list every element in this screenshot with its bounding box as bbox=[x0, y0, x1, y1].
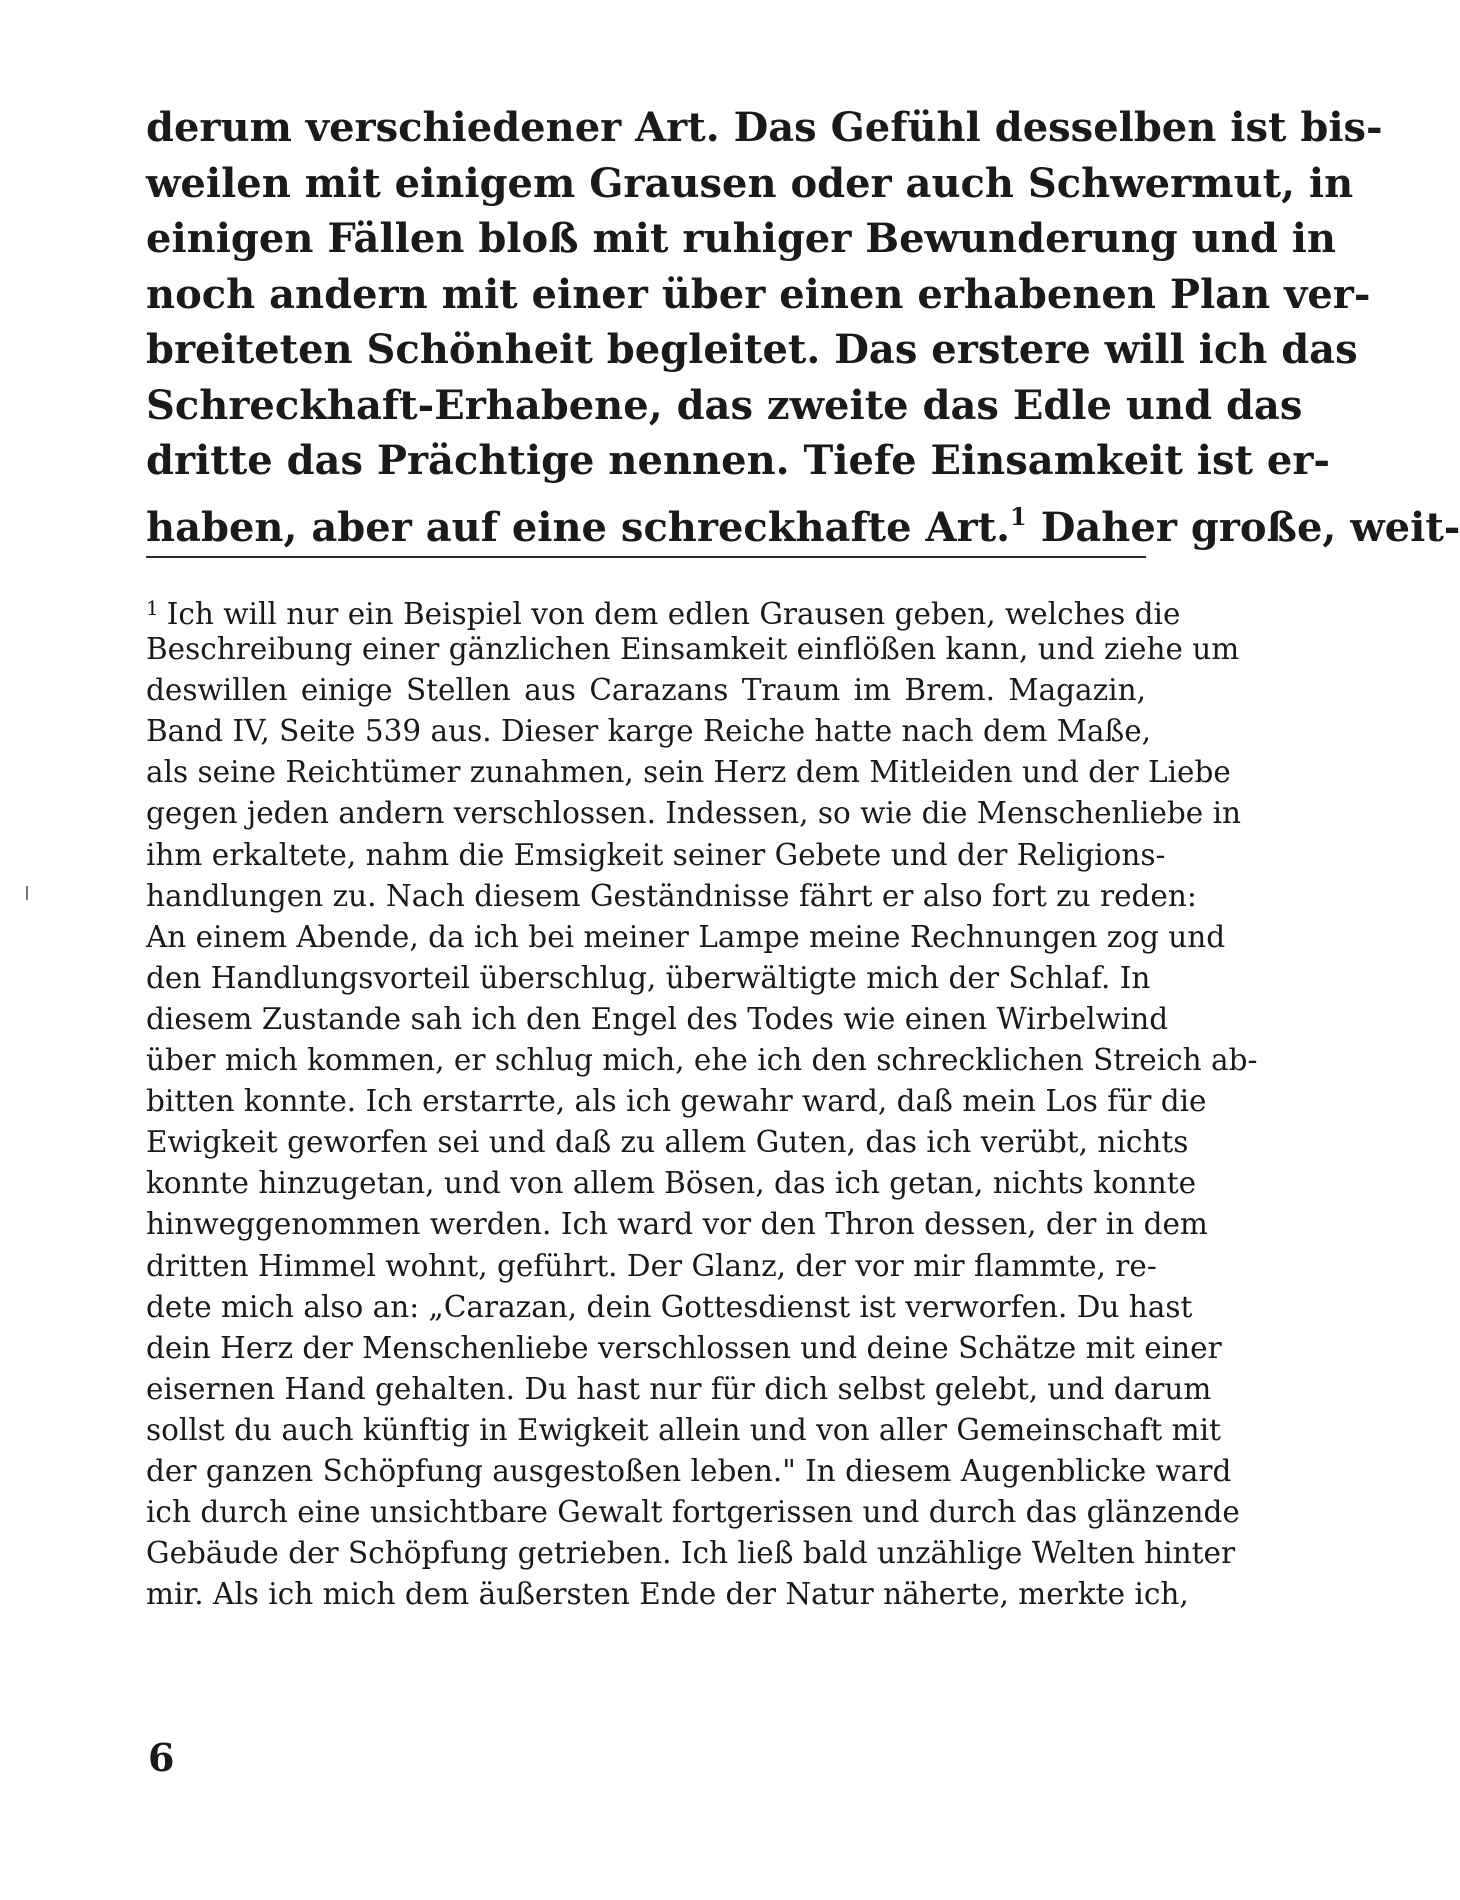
footnote-line: eisernen Hand gehalten. Du hast nur für dich selbst gelebt, und darum bbox=[146, 1371, 1212, 1406]
footnote-line: gegen jeden andern verschlossen. Indessen, so wie die Menschenliebe in bbox=[146, 796, 1242, 831]
main-line: breiteten Schönheit begleitet. Das erstere will ich das bbox=[146, 326, 1358, 373]
footnote-line: deswillen einige Stellen aus Carazans Traum im Brem. Magazin, bbox=[146, 673, 1146, 708]
footnote-line: ihm erkaltete, nahm die Emsigkeit seiner Gebete und der Religions- bbox=[146, 837, 1166, 872]
footnote-line: Gebäude der Schöpfung getrieben. Ich ließ bald unzählige Welten hinter bbox=[146, 1536, 1236, 1571]
footnote-line: dein Herz der Menschenliebe verschlossen und deine Schätze mit einer bbox=[146, 1330, 1222, 1365]
footnote-line: sollst du auch künftig in Ewigkeit allein und von aller Gemeinschaft mit bbox=[146, 1412, 1221, 1447]
footnote-marker: 1 bbox=[146, 596, 159, 620]
footnote-line: Ewigkeit geworfen sei und daß zu allem Guten, das ich verübt, nichts bbox=[146, 1125, 1189, 1160]
footnote-line: konnte hinzugetan, und von allem Bösen, das ich getan, nichts konnte bbox=[146, 1166, 1197, 1201]
footnote-reference[interactable]: 1 bbox=[1010, 501, 1027, 531]
footnote-line: dete mich also an: „Carazan, dein Gottesdienst ist verworfen. Du hast bbox=[146, 1289, 1193, 1324]
main-line: Schreckhaft-Erhabene, das zweite das Edle und das bbox=[146, 381, 1303, 429]
footnote-line: den Handlungsvorteil überschlug, überwältigte mich der Schlaf. In bbox=[146, 960, 1151, 995]
main-line-text: haben, aber auf eine schreckhafte Art. bbox=[146, 503, 1011, 551]
footnote-divider bbox=[146, 556, 1146, 558]
footnote-line: dritten Himmel wohnt, geführt. Der Glanz, der vor mir flammte, re- bbox=[146, 1248, 1157, 1283]
main-line: dritte das Prächtige nennen. Tiefe Einsamkeit ist er- bbox=[146, 437, 1331, 484]
margin-mark bbox=[26, 886, 28, 900]
footnote-line: Beschreibung einer gänzlichen Einsamkeit einflößen kann, und ziehe um bbox=[146, 632, 1240, 667]
footnote-line-text: Ich will nur ein Beispiel von dem edlen Grausen geben, welches die bbox=[166, 597, 1181, 631]
main-body-text bbox=[146, 100, 1460, 551]
page-number: 6 bbox=[148, 1735, 175, 1780]
footnote-line: An einem Abende, da ich bei meiner Lampe meine Rechnungen zog und bbox=[146, 919, 1226, 954]
footnote-line: mir. Als ich mich dem äußersten Ende der Natur näherte, merkte ich, bbox=[146, 1577, 1189, 1612]
footnote-line: handlungen zu. Nach diesem Geständnisse fährt er also fort zu reden: bbox=[146, 878, 1197, 913]
main-line: einigen Fällen bloß mit ruhiger Bewunderung und in bbox=[146, 215, 1336, 262]
footnote-line: ich durch eine unsichtbare Gewalt fortgerissen und durch das glänzende bbox=[146, 1495, 1240, 1530]
footnote-line: diesem Zustande sah ich den Engel des Todes wie einen Wirbelwind bbox=[146, 1001, 1169, 1036]
footnote-line-first bbox=[146, 588, 1181, 631]
main-line: weilen mit einigem Grausen oder auch Schwermut, in bbox=[146, 159, 1354, 207]
footnote-line: als seine Reichtümer zunahmen, sein Herz dem Mitleiden und der Liebe bbox=[146, 755, 1231, 790]
main-line-last bbox=[146, 489, 1460, 551]
footnote-line: bitten konnte. Ich erstarrte, als ich gewahr ward, daß mein Los für die bbox=[146, 1084, 1207, 1119]
footnote-line: hinweggenommen werden. Ich ward vor den Thron dessen, der in dem bbox=[146, 1207, 1208, 1242]
main-line: noch andern mit einer über einen erhabenen Plan ver- bbox=[146, 270, 1371, 318]
main-line: derum verschiedener Art. Das Gefühl desselben ist bis- bbox=[146, 104, 1383, 151]
main-line-tail: Daher große, weit- bbox=[1040, 503, 1460, 551]
footnote-line: der ganzen Schöpfung ausgestoßen leben." In diesem Augenblicke ward bbox=[146, 1453, 1232, 1488]
footnote-block bbox=[146, 588, 1258, 1615]
footnote-line: Band IV, Seite 539 aus. Dieser karge Reiche hatte nach dem Maße, bbox=[146, 714, 1152, 749]
footnote-line: über mich kommen, er schlug mich, ehe ich den schrecklichen Streich ab- bbox=[146, 1043, 1258, 1078]
